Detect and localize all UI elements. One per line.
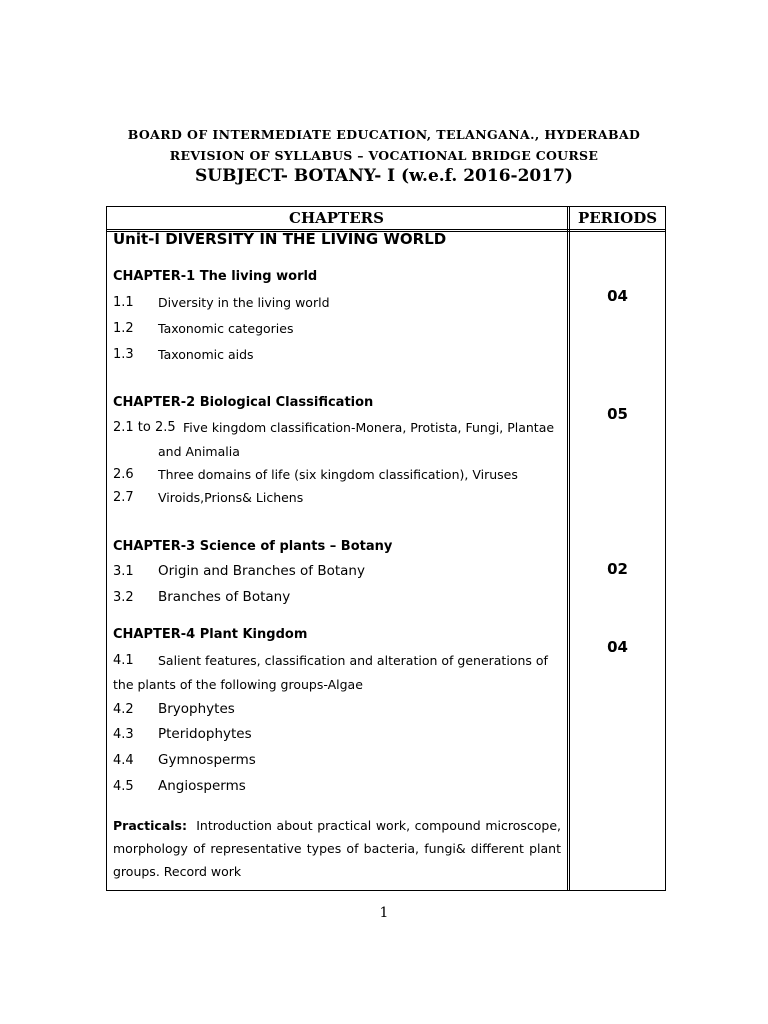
item-text: Branches of Botany	[158, 589, 291, 605]
item-number: 1.3	[113, 347, 134, 362]
column-divider	[567, 206, 568, 891]
syllabus-heading: REVISION OF SYLLABUS – VOCATIONAL BRIDGE COURSE	[169, 148, 599, 163]
item-text: Three domains of life (six kingdom classification), Viruses	[158, 467, 518, 482]
item-number: 4.2	[113, 702, 134, 717]
item-text: Viroids,Prions& Lichens	[158, 490, 304, 505]
item-text: Bryophytes	[158, 701, 235, 717]
board-heading: BOARD OF INTERMEDIATE EDUCATION, TELANGANA., HYDERABAD	[127, 127, 641, 142]
item-text: Gymnosperms	[158, 752, 256, 768]
column-divider-inner	[569, 206, 570, 891]
practicals-label: Practicals:	[113, 818, 187, 833]
chapter-3-title: CHAPTER-3 Science of plants – Botany	[113, 539, 393, 554]
item-text: Diversity in the living world	[158, 295, 330, 310]
chapter-4-title: CHAPTER-4 Plant Kingdom	[113, 627, 308, 642]
unit-title: Unit-I DIVERSITY IN THE LIVING WORLD	[113, 230, 447, 248]
item-text: Taxonomic categories	[158, 321, 294, 336]
item-number: 2.1 to 2.5	[113, 420, 176, 435]
item-number: 1.2	[113, 321, 134, 336]
column-header-chapters: CHAPTERS	[289, 209, 384, 227]
item-number: 3.2	[113, 590, 134, 605]
chapter-2-title: CHAPTER-2 Biological Classification	[113, 395, 374, 410]
item-number: 4.3	[113, 727, 134, 742]
page-number: 1	[379, 905, 389, 921]
item-text-continued: and Animalia	[158, 444, 240, 459]
chapter-1-title: CHAPTER-1 The living world	[113, 269, 318, 284]
item-text: Taxonomic aids	[158, 347, 254, 362]
chapter-2-periods: 05	[607, 405, 628, 423]
item-text-continued: the plants of the following groups-Algae	[113, 677, 363, 692]
item-number: 3.1	[113, 564, 134, 579]
item-text: Five kingdom classification-Monera, Protista, Fungi, Plantae	[183, 420, 555, 435]
column-header-periods: PERIODS	[577, 209, 658, 227]
item-number: 4.5	[113, 779, 134, 794]
practicals-paragraph	[113, 814, 561, 883]
item-text: Origin and Branches of Botany	[158, 563, 365, 579]
item-text: Angiosperms	[158, 778, 246, 794]
item-number: 1.1	[113, 295, 134, 310]
item-number: 2.6	[113, 467, 134, 482]
chapter-4-periods: 04	[607, 638, 628, 656]
item-text: Salient features, classification and alteration of generations of	[158, 653, 548, 668]
subject-heading: SUBJECT- BOTANY- I (w.e.f. 2016-2017)	[195, 166, 573, 186]
item-number: 4.4	[113, 753, 134, 768]
practicals-text: Introduction about practical work, compound microscope, morphology of representative types of bacteria, fungi& different plant groups. Record work	[113, 818, 561, 879]
chapter-3-periods: 02	[607, 560, 628, 578]
item-number: 2.7	[113, 490, 134, 505]
item-text: Pteridophytes	[158, 726, 252, 742]
chapter-1-periods: 04	[607, 287, 628, 305]
item-number: 4.1	[113, 653, 134, 668]
